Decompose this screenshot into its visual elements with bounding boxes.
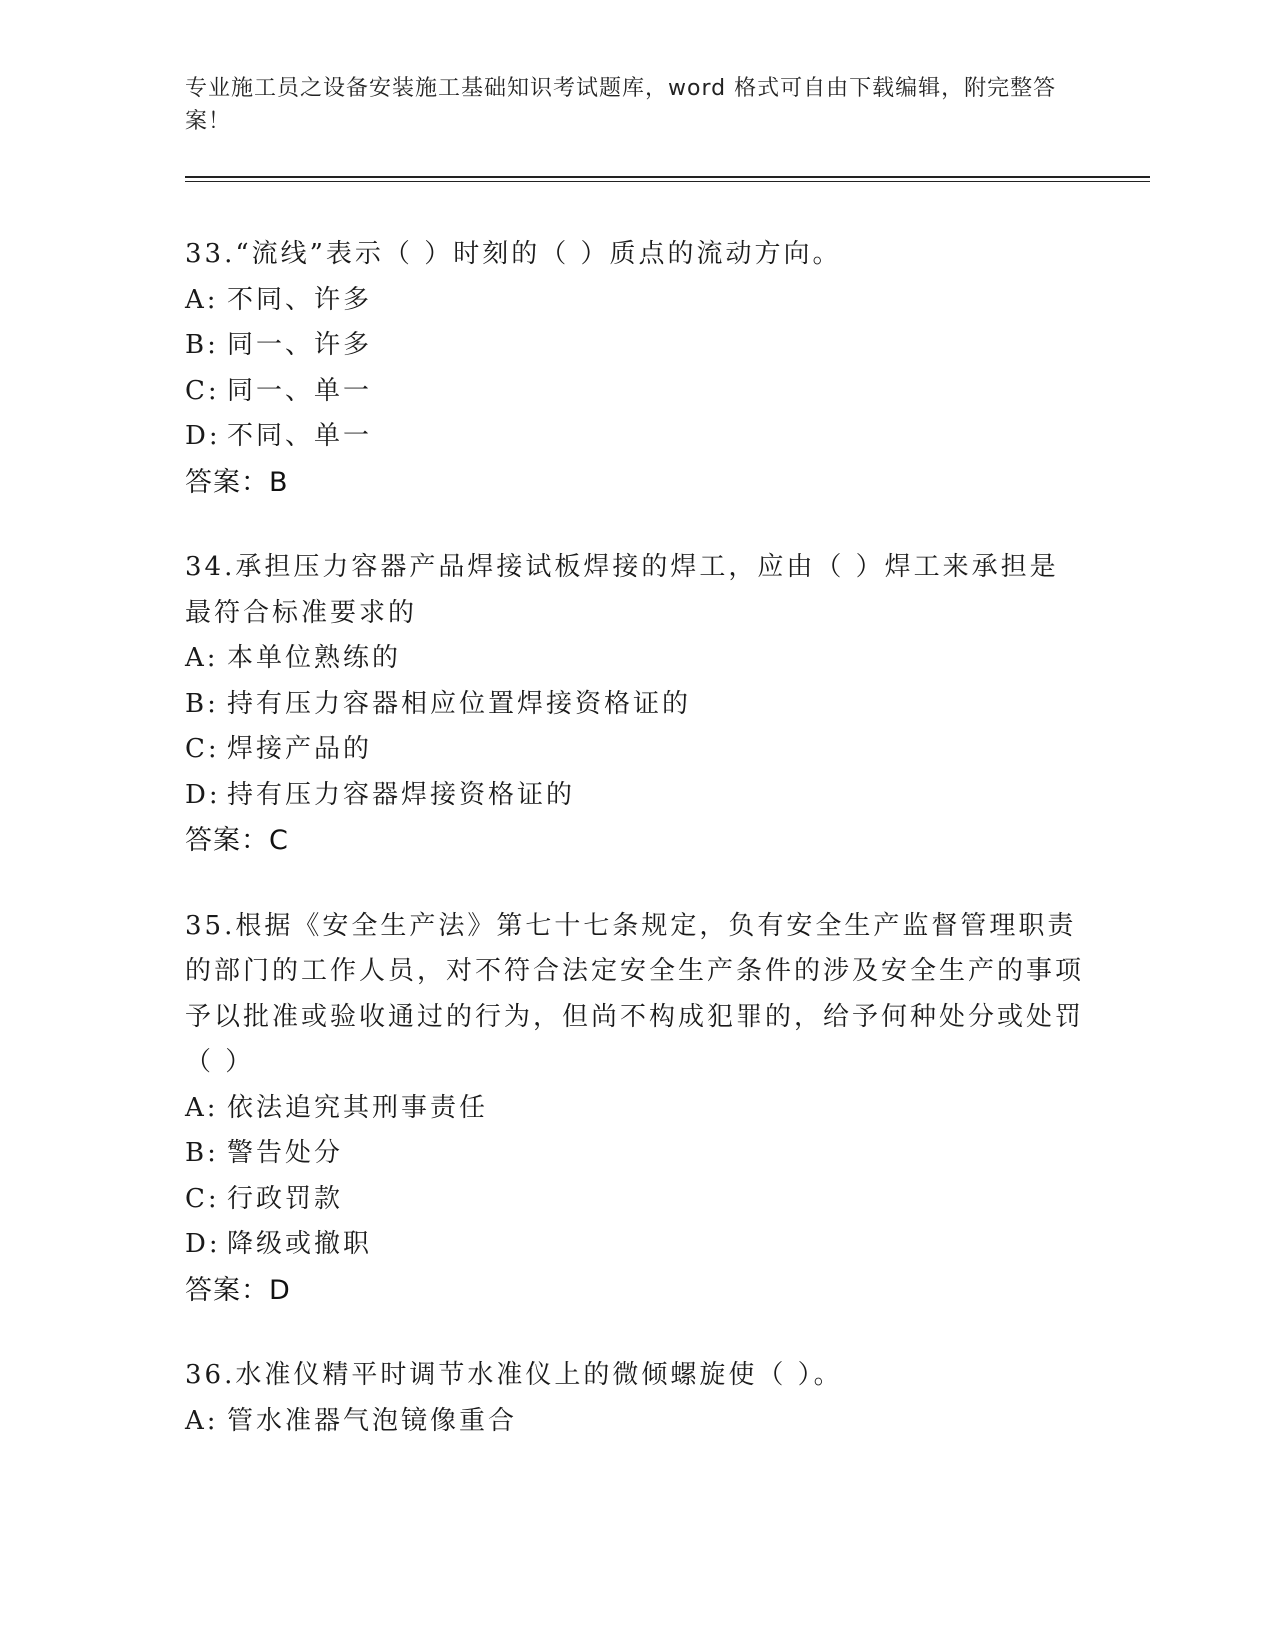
option-letter: B: — [185, 330, 219, 360]
option-text: 降级或撤职 — [227, 1229, 373, 1259]
option-a — [185, 1399, 1085, 1445]
question-33 — [185, 232, 1085, 505]
option-c — [185, 727, 1085, 773]
option-letter: D: — [185, 779, 221, 810]
option-b — [185, 1131, 1085, 1177]
option-letter: B: — [185, 688, 219, 719]
option-letter: C: — [185, 1183, 220, 1214]
header-divider — [185, 176, 1150, 178]
option-letter: C: — [185, 734, 220, 764]
option-text: 持有压力容器相应位置焊接资格证的 — [227, 688, 692, 719]
answer-line: 答案：C — [185, 825, 289, 856]
option-letter: A: — [185, 1405, 219, 1436]
option-text: 依法追究其刑事责任 — [227, 1092, 489, 1123]
option-c — [185, 1177, 1085, 1223]
option-text: 同一、许多 — [227, 330, 373, 360]
option-b — [185, 682, 1085, 728]
option-d — [185, 773, 1085, 819]
question-stem: 33.“流线”表示（ ）时刻的（ ）质点的流动方向。 — [185, 239, 842, 269]
option-letter: A: — [185, 1092, 219, 1123]
option-text: 持有压力容器焊接资格证的 — [227, 779, 576, 810]
option-text: 焊接产品的 — [227, 734, 373, 764]
option-text: 不同、许多 — [227, 284, 373, 315]
question-list — [185, 232, 1085, 1484]
option-text: 不同、单一 — [227, 421, 373, 451]
option-text: 行政罚款 — [227, 1183, 344, 1214]
question-stem: 35.根据《安全生产法》第七十七条规定，负有安全生产监督管理职责的部门的工作人员，对不符合法定安全生产条件的涉及安全生产的事项予以批准或验收通过的行为，但尚不构成犯罪的，给予何种处分或处罚（ ） — [185, 910, 1085, 1077]
option-text: 本单位熟练的 — [227, 643, 402, 673]
question-34 — [185, 545, 1085, 864]
answer-line: 答案：B — [185, 466, 289, 498]
answer-line: 答案：D — [185, 1274, 291, 1306]
option-text: 管水准器气泡镜像重合 — [227, 1405, 518, 1436]
option-letter: C: — [185, 375, 220, 406]
option-d — [185, 414, 1085, 460]
question-35 — [185, 904, 1085, 1314]
option-letter: A: — [185, 284, 219, 315]
option-d — [185, 1222, 1085, 1268]
option-a — [185, 636, 1085, 682]
document-header: 专业施工员之设备安装施工基础知识考试题库，word 格式可自由下载编辑，附完整答案！ — [185, 76, 1057, 134]
option-c — [185, 369, 1085, 415]
question-stem: 34.承担压力容器产品焊接试板焊接的焊工，应由（ ）焊工来承担是最符合标准要求的 — [185, 552, 1059, 628]
option-b — [185, 323, 1085, 369]
question-stem: 36.水准仪精平时调节水准仪上的微倾螺旋使（ ）。 — [185, 1360, 843, 1390]
option-a — [185, 1086, 1085, 1132]
header-divider-thin — [185, 181, 1150, 182]
option-text: 警告处分 — [227, 1138, 344, 1168]
option-text: 同一、单一 — [227, 375, 373, 406]
option-letter: D: — [185, 421, 221, 451]
option-letter: D: — [185, 1229, 221, 1259]
option-letter: A: — [185, 643, 219, 673]
option-a — [185, 278, 1085, 324]
option-letter: B: — [185, 1138, 219, 1168]
question-36 — [185, 1353, 1085, 1444]
